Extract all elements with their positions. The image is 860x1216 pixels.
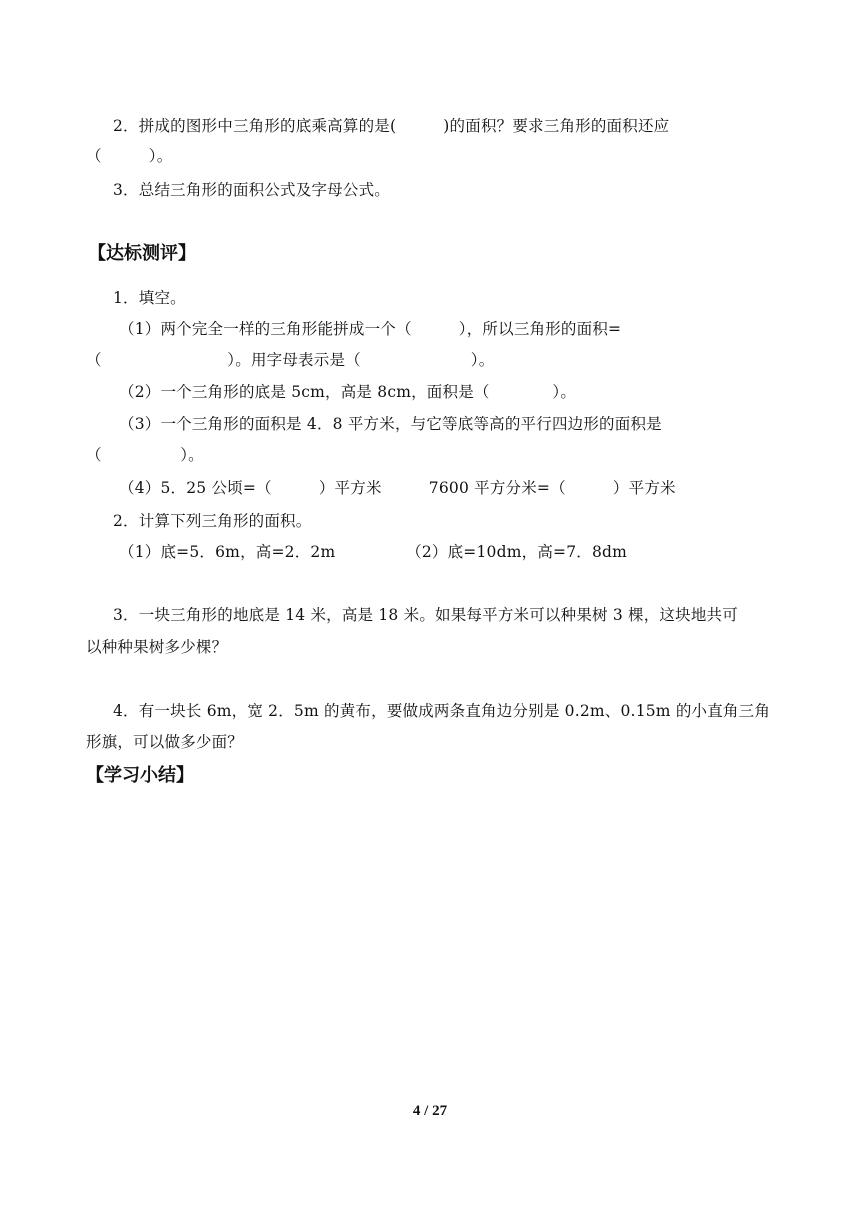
item-3-line-1: 3．一块三角形的地底是 14 米，高是 18 米。如果每平方米可以种果树 3 棵，这块地共可 bbox=[113, 606, 738, 624]
item-1-1-line-2: （ ）。用字母表示是（ ）。 bbox=[86, 351, 495, 369]
item-1-3-line-1: （3）一个三角形的面积是 4．8 平方米，与它等底等高的平行四边形的面积是 bbox=[119, 415, 662, 433]
item-2-title: 2．计算下列三角形的面积。 bbox=[113, 512, 312, 530]
question-2-line-1: 2．拼成的图形中三角形的底乘高算的是( )的面积？要求三角形的面积还应 bbox=[113, 117, 670, 135]
item-1-3-line-2: （ ）。 bbox=[86, 446, 204, 464]
item-2-values: （1）底=5．6m，高=2．2m （2）底=10dm，高=7．8dm bbox=[119, 543, 628, 561]
item-4-line-2: 形旗，可以做多少面？ bbox=[86, 733, 244, 751]
item-1-4: （4）5．25 公顷=（ ）平方米 7600 平方分米=（ ）平方米 bbox=[119, 479, 676, 497]
question-3: 3．总结三角形的面积公式及字母公式。 bbox=[113, 181, 390, 199]
item-1-2: （2）一个三角形的底是 5cm，高是 8cm，面积是（ ）。 bbox=[119, 383, 577, 401]
item-1-title: 1．填空。 bbox=[113, 289, 186, 307]
question-2-line-2: （ ）。 bbox=[86, 147, 173, 165]
section-heading-assessment: 【达标测评】 bbox=[88, 243, 196, 264]
section-heading-summary: 【学习小结】 bbox=[86, 765, 194, 786]
page-number: 4 / 27 bbox=[412, 1103, 448, 1119]
item-4-line-1: 4．有一块长 6m，宽 2．5m 的黄布，要做成两条直角边分别是 0.2m、0.15m 的小直角三角 bbox=[113, 702, 771, 720]
item-3-line-2: 以种种果树多少棵？ bbox=[86, 638, 228, 656]
item-1-1-line-1: （1）两个完全一样的三角形能拼成一个（ ），所以三角形的面积= bbox=[119, 320, 622, 338]
